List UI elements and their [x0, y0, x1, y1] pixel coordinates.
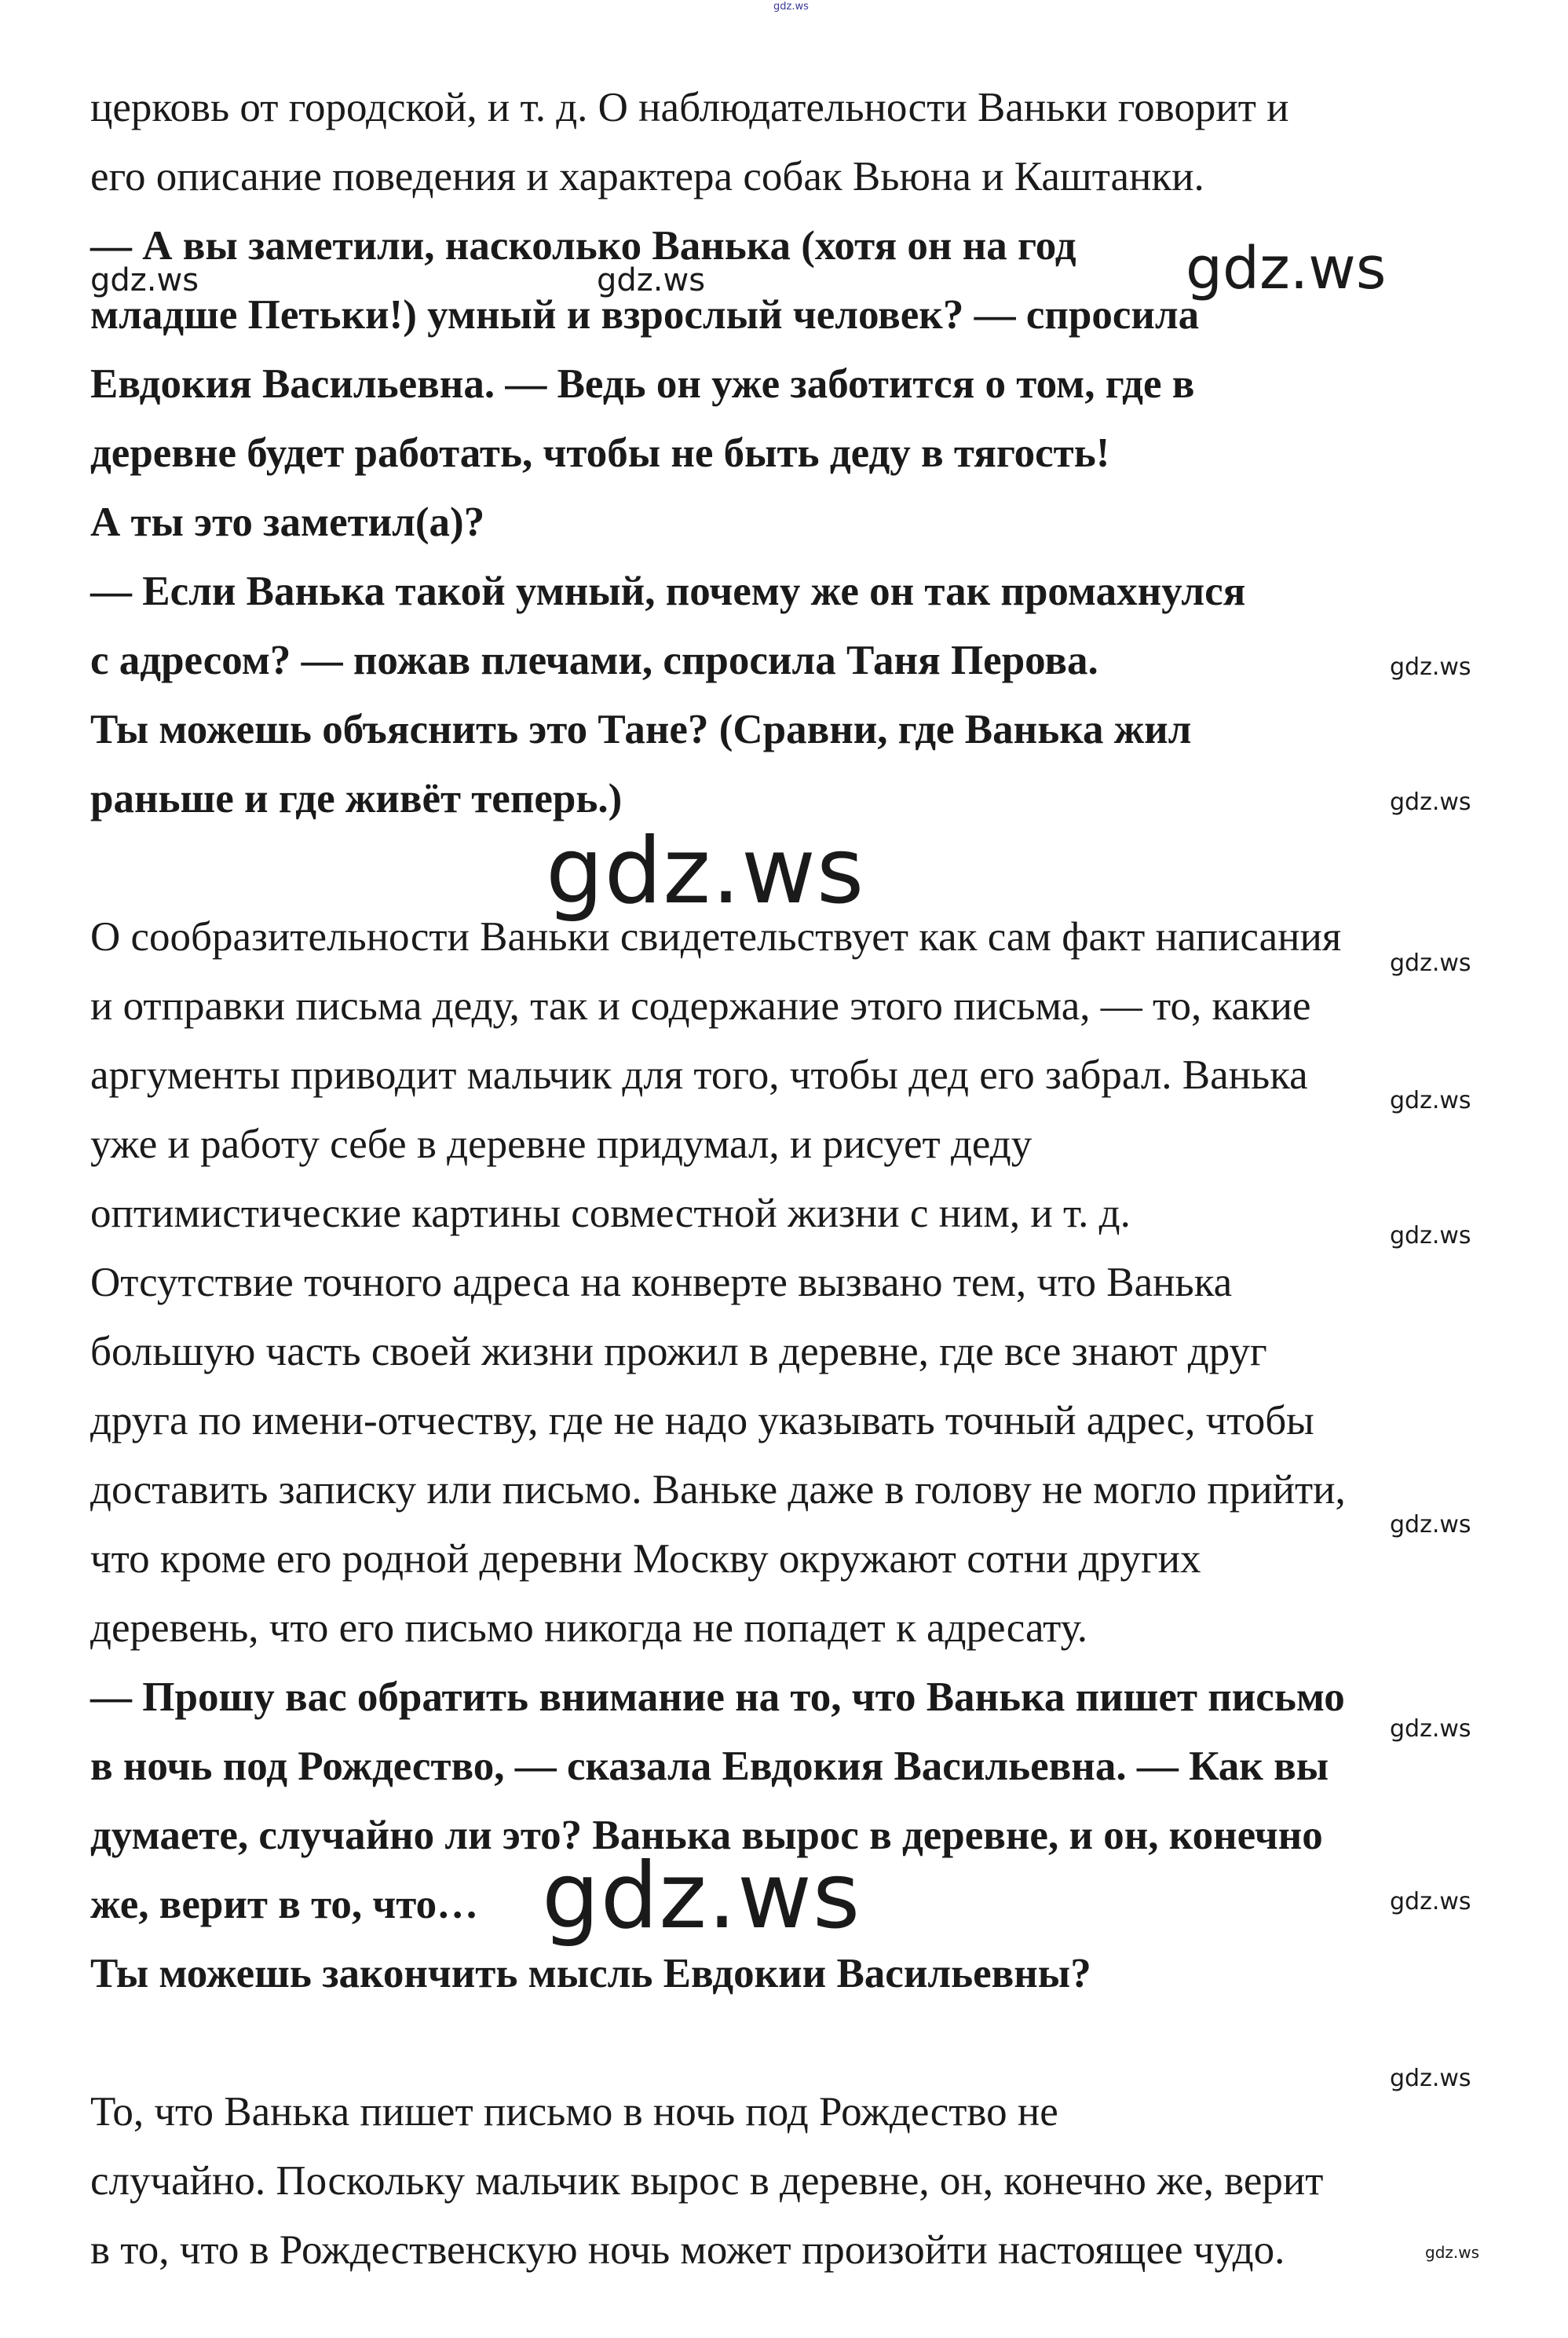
watermark-side-1: gdz.ws	[1390, 653, 1471, 681]
text-line-4: младше Петьки!) умный и взрослый человек? — спросила	[90, 292, 1200, 338]
text-line-21: что кроме его родной деревни Москву окружают сотни других	[90, 1536, 1201, 1582]
watermark-side-10: gdz.ws	[1425, 2243, 1480, 2262]
text-line-29: случайно. Поскольку мальчик вырос в деревне, он, конечно же, верит	[90, 2158, 1324, 2204]
text-line-12: О сообразительности Ваньки свидетельствует как сам факт написания	[90, 914, 1342, 960]
text-line-14: аргументы приводит мальчик для того, чтобы дед его забрал. Ванька	[90, 1052, 1308, 1098]
text-line-13: и отправки письма деду, так и содержание этого письма, — то, какие	[90, 983, 1311, 1029]
watermark-left-2: gdz.ws	[597, 262, 706, 298]
text-line-19: друга по имени-отчеству, где не надо указывать точный адрес, чтобы	[90, 1398, 1314, 1443]
text-line-3: — А вы заметили, насколько Ванька (хотя он на год	[90, 223, 1076, 269]
text-line-8: — Если Ванька такой умный, почему же он так промахнулся	[90, 569, 1246, 614]
text-line-1: церковь от городской, и т. д. О наблюдательности Ваньки говорит и	[90, 85, 1289, 130]
text-line-16: оптимистические картины совместной жизни с ним, и т. д.	[90, 1191, 1131, 1236]
watermark-side-7: gdz.ws	[1390, 1715, 1471, 1743]
text-line-17: Отсутствие точного адреса на конверте вызвано тем, что Ванька	[90, 1260, 1233, 1305]
watermark-side-6: gdz.ws	[1390, 1511, 1471, 1539]
watermark-side-4: gdz.ws	[1390, 1087, 1471, 1114]
watermark-side-8: gdz.ws	[1390, 1888, 1471, 1915]
watermark-right-1: gdz.ws	[1186, 235, 1387, 302]
text-line-7: А ты это заметил(а)?	[90, 499, 485, 545]
text-line-26: же, верит в то, что…	[90, 1882, 479, 1927]
text-line-2: его описание поведения и характера собак Вьюна и Каштанки.	[90, 154, 1204, 199]
watermark-left-1: gdz.ws	[90, 262, 199, 298]
text-line-11: раньше и где живёт теперь.)	[90, 776, 623, 821]
watermark-side-9: gdz.ws	[1390, 2065, 1471, 2092]
text-line-23: — Прошу вас обратить внимание на то, что Ванька пишет письмо	[90, 1674, 1345, 1720]
text-line-22: деревень, что его письмо никогда не попадет к адресату.	[90, 1605, 1088, 1651]
text-line-15: уже и работу себе в деревне придумал, и рисует деду	[90, 1121, 1033, 1167]
watermark-center-2: gdz.ws	[542, 1843, 861, 1949]
text-line-20: доставить записку или письмо. Ваньке даже в голову не могло прийти,	[90, 1467, 1346, 1513]
watermark-side-2: gdz.ws	[1390, 788, 1471, 816]
text-line-30: в то, что в Рождественскую ночь может произойти настоящее чудо.	[90, 2227, 1285, 2273]
text-line-25: думаете, случайно ли это? Ванька вырос в деревне, и он, конечно	[90, 1813, 1323, 1858]
watermark-side-5: gdz.ws	[1390, 1222, 1471, 1249]
text-line-9: с адресом? — пожав плечами, спросила Таня Перова.	[90, 638, 1098, 683]
text-line-27: Ты можешь закончить мысль Евдокии Васильевны?	[90, 1951, 1091, 1996]
text-line-18: большую часть своей жизни прожил в деревне, где все знают друг	[90, 1329, 1267, 1374]
watermark-center-1: gdz.ws	[546, 818, 865, 924]
text-line-28: То, что Ванька пишет письмо в ночь под Рождество не	[90, 2089, 1058, 2135]
text-line-5: Евдокия Васильевна. — Ведь он уже заботится о том, где в	[90, 361, 1195, 407]
watermark-top: gdz.ws	[773, 1, 809, 13]
text-line-24: в ночь под Рождество, — сказала Евдокия Васильевна. — Как вы	[90, 1743, 1329, 1789]
watermark-side-3: gdz.ws	[1390, 949, 1471, 977]
text-line-6: деревне будет работать, чтобы не быть деду в тягость!	[90, 430, 1110, 476]
text-line-10: Ты можешь объяснить это Тане? (Сравни, где Ванька жил	[90, 707, 1192, 752]
